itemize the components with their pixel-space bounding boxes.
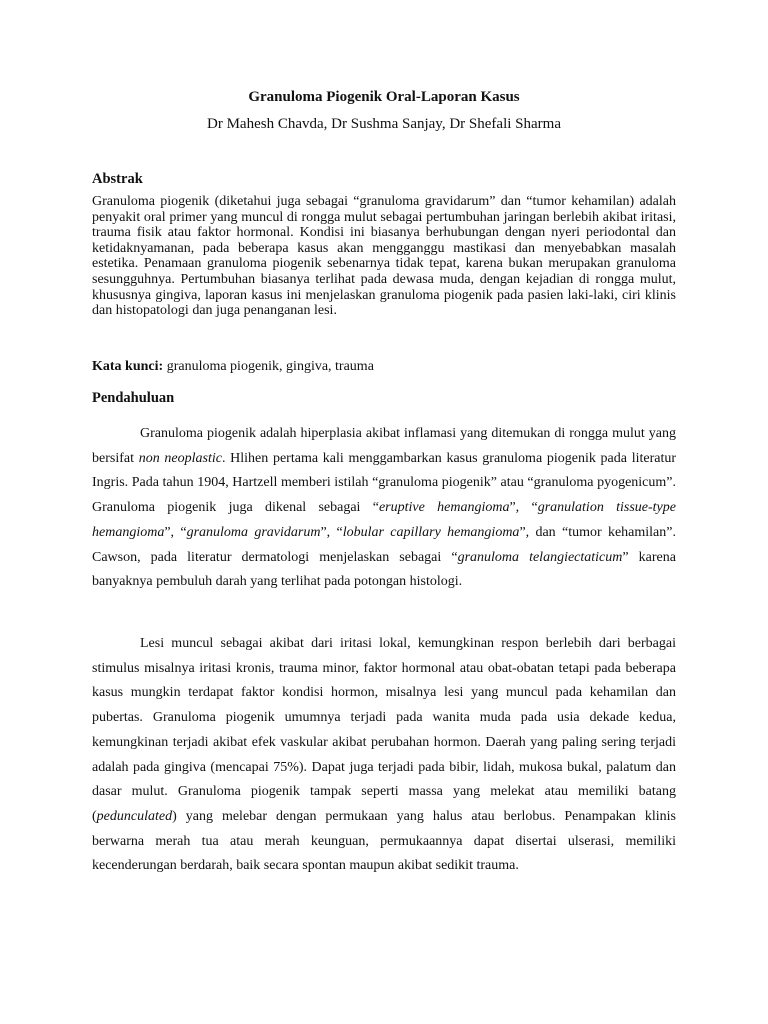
p2-text-2: ) yang melebar dengan permukaan yang halus atau berlobus. Penampakan klinis berwarna merah tua atau merah keunguan, permukaannya dapat disertai ulserasi, memiliki kecenderungan berdarah, baik secara spontan maupun akibat sedikit trauma. xyxy=(92,808,676,874)
p1-italic-3: granulation tissue-type hemangioma xyxy=(92,500,676,540)
p1-text-6: ”, dan “tumor kehamilan”. Cawson, pada literatur dermatologi menjelaskan sebagai “ xyxy=(92,524,676,565)
p1-text-4: ”, “ xyxy=(164,524,187,540)
p1-text-1: Granuloma piogenik adalah hiperplasia akibat inflamasi yang ditemukan di rongga mulut yang bersifat xyxy=(92,426,676,466)
paper-title: Granuloma Piogenik Oral-Laporan Kasus xyxy=(248,89,520,105)
p2-italic-1: pedunculated xyxy=(96,808,173,824)
intro-paragraph-2 xyxy=(92,632,676,879)
p1-text-5: ”, “ xyxy=(320,524,343,540)
paper-authors: Dr Mahesh Chavda, Dr Sushma Sanjay, Dr Shefali Sharma xyxy=(207,116,561,132)
p1-italic-4: granuloma gravidarum xyxy=(186,524,321,540)
keywords-text: granuloma piogenik, gingiva, trauma xyxy=(163,359,374,374)
p1-text-2: . Hlihen pertama kali menggambarkan kasus granuloma piogenik pada literatur Ingris. Pada tahun 1904, Hartzell memberi istilah “granuloma piogenik” atau “granuloma pyogenicum”. Granuloma piogenik juga dikenal sebagai “ xyxy=(92,450,677,516)
p1-italic-5: lobular capillary hemangioma xyxy=(342,524,520,540)
keywords-line xyxy=(92,359,676,375)
p2-text-1: Lesi muncul sebagai akibat dari iritasi lokal, kemungkinan respon berlebih dari berbagai stimulus misalnya iritasi kronis, trauma minor, faktor hormonal atau obat-obatan tetapi pada beberapa kasus mungkin terdapat faktor kondisi hormon, misalnya lesi yang muncul pada kehamilan dan pubertas. Granuloma piogenik umumnya terjadi pada wanita muda pada usia dekade kedua, kemungkinan terjadi akibat efek vaskular akibat perubahan hormon. Daerah yang paling sering terjadi adalah pada gingiva (mencapai 75%). Dapat juga terjadi pada bibir, lidah, mukosa bukal, palatum dan dasar mulut. Granuloma piogenik tampak seperti massa yang melekat atau memiliki batang ( xyxy=(92,636,676,824)
p1-italic-6: granuloma telangiectaticum xyxy=(457,549,623,565)
intro-paragraph-1 xyxy=(92,422,676,595)
p1-italic-1: non neoplastic xyxy=(138,450,222,466)
p1-text-7: ” karena banyaknya pembuluh darah yang terlihat pada potongan histologi. xyxy=(92,549,676,590)
p1-italic-2: eruptive hemangioma xyxy=(378,500,510,516)
abstract-text: Granuloma piogenik (diketahui juga sebagai “granuloma gravidarum” dan “tumor kehamilan) adalah penyakit oral primer yang muncul di rongga mulut sebagai pertumbuhan jaringan berlebih akibat iritasi, trauma fisik atau faktor hormonal. Kondisi ini biasanya berhubungan dengan nyeri periodontal dan ketidaknyamanan, pada beberapa kasus akan mengganggu mastikasi dan menyebabkan masalah estetika. Penamaan granuloma piogenik sebenarnya tidak tepat, karena bukan merupakan granuloma sesungguhnya. Pertumbuhan biasanya terlihat pada dewasa muda, dengan kejadian di rongga mulut, khususnya gingiva, laporan kasus ini menjelaskan granuloma piogenik pada pasien laki-laki, ciri klinis dan histopatologi dan juga penanganan lesi. xyxy=(92,194,676,319)
abstract-heading: Abstrak xyxy=(92,171,143,187)
intro-heading: Pendahuluan xyxy=(92,390,175,406)
keywords-label: Kata kunci: xyxy=(92,359,164,374)
p1-text-3: ”, “ xyxy=(509,500,538,516)
